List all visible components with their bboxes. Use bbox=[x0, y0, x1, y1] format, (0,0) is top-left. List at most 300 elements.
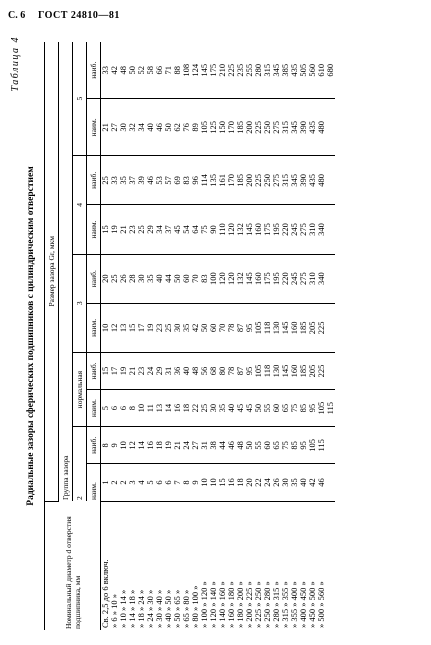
clearance-value-cell: 505 bbox=[299, 42, 308, 99]
clearance-value-cell: 315 bbox=[281, 156, 290, 205]
clearance-value-cell: 161 bbox=[218, 156, 227, 205]
group-header: Группа зазора bbox=[59, 42, 73, 501]
clearance-value-cell: 225 bbox=[254, 156, 263, 205]
clearance-value-cell: 26 bbox=[272, 464, 281, 501]
clearance-value-cell: 30 bbox=[209, 390, 218, 427]
clearance-value-cell: 6 bbox=[119, 390, 128, 427]
clearance-value-cell: 18 bbox=[236, 464, 245, 501]
clearance-value-cell: 40 bbox=[227, 390, 236, 427]
clearance-value-cell: 30 bbox=[173, 303, 182, 352]
clearance-value-cell: 435 bbox=[308, 156, 317, 205]
clearance-value-cell: 13 bbox=[119, 303, 128, 352]
clearance-value-cell: 315 bbox=[263, 42, 272, 99]
clearance-value-cell: 255 bbox=[245, 42, 254, 99]
clearance-value-cell: 25 bbox=[137, 205, 146, 254]
clearance-value-cell: 53 bbox=[155, 156, 164, 205]
clearance-value-cell: 480 bbox=[317, 156, 326, 205]
diameter-range-cell: » 250 » 280 » bbox=[262, 581, 272, 628]
clearance-value-cell: 15 bbox=[218, 464, 227, 501]
max-header: наиб. bbox=[87, 156, 101, 205]
clearance-value-cell: 310 bbox=[308, 205, 317, 254]
clearance-value-cell: 60 bbox=[263, 427, 272, 464]
diameter-range-cell: » 100 » 120 » bbox=[199, 581, 209, 628]
clearance-value-cell: 50 bbox=[173, 254, 182, 303]
clearance-value-cell: 16 bbox=[227, 464, 236, 501]
clearance-value-cell: 200 bbox=[245, 156, 254, 205]
clearance-value-cell: 76 bbox=[182, 99, 191, 156]
clearance-value-cell: 26 bbox=[119, 254, 128, 303]
clearance-value-cell: 145 bbox=[245, 205, 254, 254]
clearance-value-cell: 225 bbox=[317, 303, 326, 352]
clearance-value-cell: 35 bbox=[119, 156, 128, 205]
clearance-value-cell: 22 bbox=[191, 390, 200, 427]
clearance-value-cell: 29 bbox=[155, 352, 164, 389]
clearance-value-cell: 36 bbox=[173, 352, 182, 389]
clearance-value-cell bbox=[326, 156, 335, 205]
clearance-value-cell: 38 bbox=[209, 427, 218, 464]
clearance-value-cell: 21 bbox=[101, 99, 111, 156]
clearance-value-cell: 40 bbox=[182, 352, 191, 389]
clearance-value-cell: 20 bbox=[245, 464, 254, 501]
clearance-value-cell: 40 bbox=[155, 254, 164, 303]
clearance-value-cell: 6 bbox=[155, 464, 164, 501]
clearance-value-cell: 275 bbox=[272, 156, 281, 205]
page-header bbox=[8, 6, 423, 26]
min-header: наим. bbox=[87, 390, 101, 427]
clearance-value-cell bbox=[326, 205, 335, 254]
diameter-range-cell: » 30 » 40 » bbox=[154, 589, 164, 628]
max-header: наиб. bbox=[87, 42, 101, 99]
clearance-value-cell: 280 bbox=[254, 42, 263, 99]
group-2-header: 2 bbox=[73, 427, 87, 501]
diameter-range-cell: » 6 » 10 » bbox=[109, 594, 119, 628]
clearance-value-cell: 19 bbox=[119, 352, 128, 389]
clearance-value-cell: 118 bbox=[263, 303, 272, 352]
clearance-value-cell: 480 bbox=[317, 99, 326, 156]
clearance-value-cell: 75 bbox=[281, 427, 290, 464]
clearance-value-cell: 16 bbox=[146, 427, 155, 464]
clearance-value-cell: 160 bbox=[254, 254, 263, 303]
diameter-range-cell: » 120 » 140 » bbox=[208, 581, 218, 628]
clearance-value-cell: 33 bbox=[101, 42, 111, 99]
clearance-value-cell: 25 bbox=[200, 390, 209, 427]
clearance-value-cell: 10 bbox=[200, 464, 209, 501]
clearance-value-cell: 105 bbox=[254, 303, 263, 352]
min-header: наим. bbox=[87, 99, 101, 156]
clearance-value-cell: 21 bbox=[128, 352, 137, 389]
clearance-value-cell: 48 bbox=[119, 42, 128, 99]
diameter-range-cell: » 24 » 30 » bbox=[145, 589, 155, 628]
diameter-range-cell: » 50 » 65 » bbox=[172, 589, 182, 628]
diameter-range-cell: » 225 » 250 » bbox=[253, 581, 263, 628]
diameter-range-cell: » 14 » 18 » bbox=[127, 589, 137, 628]
clearance-value-cell: 46 bbox=[155, 99, 164, 156]
clearance-value-cell: 96 bbox=[191, 156, 200, 205]
group-3-header: 3 bbox=[73, 254, 87, 352]
clearance-value-cell: 275 bbox=[299, 254, 308, 303]
clearance-value-cell: 46 bbox=[227, 427, 236, 464]
rotated-table-page bbox=[8, 36, 423, 636]
clearance-value-cell: 235 bbox=[236, 42, 245, 99]
clearance-value-cell: 46 bbox=[146, 156, 155, 205]
clearance-value-cell: 68 bbox=[209, 352, 218, 389]
diameter-range-cell: » 200 » 225 » bbox=[244, 581, 254, 628]
clearance-value-cell: 60 bbox=[182, 254, 191, 303]
diameter-range-cell: Св. 2,5 до 6 включ. bbox=[100, 559, 110, 628]
clearance-value-cell: 24 bbox=[263, 464, 272, 501]
clearance-value-cell: 135 bbox=[209, 156, 218, 205]
clearance-value-cell: 69 bbox=[173, 156, 182, 205]
clearance-value-cell: 225 bbox=[317, 352, 326, 389]
clearance-value-cell: 185 bbox=[236, 156, 245, 205]
clearance-value-cell: 100 bbox=[209, 254, 218, 303]
clearance-value-cell: 185 bbox=[236, 99, 245, 156]
clearance-value-cell: 25 bbox=[164, 303, 173, 352]
clearance-value-cell: 11 bbox=[146, 390, 155, 427]
clearance-value-cell: 10 bbox=[119, 427, 128, 464]
clearance-value-cell: 132 bbox=[236, 205, 245, 254]
clearance-value-cell: 220 bbox=[281, 254, 290, 303]
clearance-value-cell: 170 bbox=[227, 156, 236, 205]
clearance-value-cell: 33 bbox=[110, 156, 119, 205]
clearance-value-cell: 23 bbox=[155, 303, 164, 352]
clearance-value-cell: 13 bbox=[155, 390, 164, 427]
clearance-value-cell: 46 bbox=[317, 464, 326, 501]
clearance-value-cell: 25 bbox=[110, 254, 119, 303]
clearance-header: Размер зазора Gr, мкм bbox=[45, 42, 59, 501]
clearance-value-cell: 48 bbox=[191, 352, 200, 389]
clearance-value-cell: 12 bbox=[110, 303, 119, 352]
clearance-value-cell: 390 bbox=[299, 156, 308, 205]
clearance-value-cell: 34 bbox=[137, 99, 146, 156]
clearance-value-cell: 680 bbox=[326, 42, 335, 99]
clearance-value-cell: 17 bbox=[137, 303, 146, 352]
group-normal-header: нормальная bbox=[73, 352, 87, 426]
clearance-value-cell: 560 bbox=[308, 42, 317, 99]
clearance-value-cell: 220 bbox=[281, 205, 290, 254]
clearance-value-cell: 205 bbox=[308, 303, 317, 352]
clearance-value-cell: 435 bbox=[290, 42, 299, 99]
diameter-range-cell: » 80 » 100 » bbox=[190, 585, 200, 628]
clearance-value-cell: 88 bbox=[173, 42, 182, 99]
clearance-value-cell: 108 bbox=[182, 42, 191, 99]
clearance-value-cell: 225 bbox=[254, 99, 263, 156]
clearance-value-cell: 80 bbox=[218, 352, 227, 389]
clearance-value-cell bbox=[326, 427, 335, 464]
clearance-value-cell: 19 bbox=[110, 205, 119, 254]
clearance-value-cell: 55 bbox=[254, 427, 263, 464]
clearance-value-cell: 30 bbox=[281, 464, 290, 501]
clearance-value-cell: 30 bbox=[119, 99, 128, 156]
clearance-value-cell: 145 bbox=[245, 254, 254, 303]
clearance-value-cell: 35 bbox=[218, 390, 227, 427]
clearance-value-cell: 27 bbox=[191, 427, 200, 464]
clearance-value-cell: 8 bbox=[128, 390, 137, 427]
clearance-value-cell: 64 bbox=[191, 205, 200, 254]
clearance-value-cell: 10 bbox=[101, 303, 111, 352]
clearance-value-cell: 10 bbox=[137, 390, 146, 427]
clearance-value-cell: 19 bbox=[164, 427, 173, 464]
clearance-value-cell: 35 bbox=[290, 464, 299, 501]
clearance-value-cell: 145 bbox=[281, 303, 290, 352]
clearance-value-cell: 40 bbox=[299, 464, 308, 501]
min-header: наим. bbox=[87, 464, 101, 501]
clearance-value-cell: 45 bbox=[245, 390, 254, 427]
clearance-value-cell: 87 bbox=[236, 303, 245, 352]
clearance-value-cell: 75 bbox=[200, 205, 209, 254]
clearance-value-cell: 50 bbox=[245, 427, 254, 464]
clearance-value-cell: 70 bbox=[191, 254, 200, 303]
clearance-value-cell: 114 bbox=[200, 156, 209, 205]
clearance-value-cell: 50 bbox=[254, 390, 263, 427]
page-number: С. 6 bbox=[8, 10, 26, 21]
clearance-value-cell: 29 bbox=[146, 205, 155, 254]
table-label: Таблица 4 bbox=[10, 36, 21, 92]
clearance-value-cell: 14 bbox=[137, 427, 146, 464]
clearance-value-cell: 125 bbox=[209, 99, 218, 156]
clearance-value-cell: 110 bbox=[218, 205, 227, 254]
clearance-value-cell: 24 bbox=[182, 427, 191, 464]
clearance-value-cell: 345 bbox=[272, 42, 281, 99]
clearance-value-cell: 9 bbox=[191, 464, 200, 501]
clearance-value-cell: 195 bbox=[272, 254, 281, 303]
diameter-header: Номинальный диаметр d отверстия подшипника, мм bbox=[45, 501, 101, 630]
diameter-range-cell: » 315 » 355 » bbox=[280, 581, 290, 628]
clearance-value-cell: 12 bbox=[128, 427, 137, 464]
diameter-range-cell bbox=[326, 501, 335, 630]
clearance-value-cell: 35 bbox=[182, 303, 191, 352]
clearance-value-cell: 250 bbox=[263, 156, 272, 205]
clearance-value-cell: 31 bbox=[200, 427, 209, 464]
clearance-value-cell: 4 bbox=[137, 464, 146, 501]
clearance-value-cell: 85 bbox=[299, 390, 308, 427]
clearance-value-cell: 37 bbox=[164, 205, 173, 254]
clearance-value-cell: 18 bbox=[182, 390, 191, 427]
clearance-value-cell: 275 bbox=[299, 205, 308, 254]
clearance-value-cell: 21 bbox=[119, 205, 128, 254]
clearance-value-cell: 340 bbox=[317, 205, 326, 254]
clearance-value-cell: 35 bbox=[146, 254, 155, 303]
clearance-value-cell: 185 bbox=[299, 352, 308, 389]
clearance-value-cell: 435 bbox=[308, 99, 317, 156]
clearance-value-cell: 27 bbox=[110, 99, 119, 156]
clearance-value-cell: 55 bbox=[263, 390, 272, 427]
clearance-value-cell: 14 bbox=[164, 390, 173, 427]
clearance-value-cell: 30 bbox=[137, 254, 146, 303]
clearance-value-cell: 70 bbox=[218, 303, 227, 352]
clearance-value-cell: 95 bbox=[245, 352, 254, 389]
clearance-value-cell: 16 bbox=[173, 390, 182, 427]
clearance-value-cell: 34 bbox=[155, 205, 164, 254]
max-header: наиб. bbox=[87, 254, 101, 303]
clearance-value-cell: 105 bbox=[254, 352, 263, 389]
clearance-value-cell: 195 bbox=[272, 205, 281, 254]
clearance-value-cell: 2 bbox=[119, 464, 128, 501]
clearance-value-cell: 37 bbox=[128, 156, 137, 205]
group-4-header: 4 bbox=[73, 156, 87, 254]
clearance-value-cell: 150 bbox=[218, 99, 227, 156]
clearance-value-cell: 390 bbox=[299, 99, 308, 156]
diameter-range-cell: » 65 » 80 » bbox=[181, 589, 191, 628]
clearance-value-cell: 205 bbox=[308, 352, 317, 389]
clearance-value-cell: 62 bbox=[173, 99, 182, 156]
clearance-value-cell: 310 bbox=[308, 254, 317, 303]
clearance-value-cell: 3 bbox=[128, 464, 137, 501]
clearance-value-cell: 145 bbox=[200, 42, 209, 99]
clearance-value-cell: 160 bbox=[290, 303, 299, 352]
clearance-value-cell: 71 bbox=[164, 42, 173, 99]
clearance-value-cell: 610 bbox=[317, 42, 326, 99]
clearance-value-cell: 10 bbox=[209, 464, 218, 501]
min-header: наим. bbox=[87, 303, 101, 352]
clearance-value-cell: 275 bbox=[272, 99, 281, 156]
clearance-value-cell: 105 bbox=[308, 427, 317, 464]
clearance-value-cell: 89 bbox=[191, 99, 200, 156]
clearance-value-cell: 83 bbox=[182, 156, 191, 205]
clearance-value-cell bbox=[326, 303, 335, 352]
clearance-value-cell: 31 bbox=[164, 352, 173, 389]
clearance-value-cell: 65 bbox=[272, 427, 281, 464]
clearance-value-cell: 160 bbox=[254, 205, 263, 254]
table-body bbox=[101, 42, 336, 630]
clearance-value-cell: 170 bbox=[227, 99, 236, 156]
clearance-value-cell: 60 bbox=[209, 303, 218, 352]
clearance-value-cell: 385 bbox=[281, 42, 290, 99]
clearance-value-cell: 175 bbox=[209, 42, 218, 99]
diameter-range-cell: » 180 » 200 » bbox=[235, 581, 245, 628]
clearance-value-cell: 340 bbox=[317, 254, 326, 303]
diameter-range-cell: » 160 » 180 » bbox=[226, 581, 236, 628]
clearance-value-cell: 54 bbox=[182, 205, 191, 254]
clearance-value-cell: 124 bbox=[191, 42, 200, 99]
clearance-value-cell: 78 bbox=[227, 303, 236, 352]
clearance-value-cell: 44 bbox=[218, 427, 227, 464]
clearance-value-cell: 8 bbox=[182, 464, 191, 501]
clearance-value-cell: 50 bbox=[128, 42, 137, 99]
clearance-value-cell: 24 bbox=[146, 352, 155, 389]
clearance-value-cell: 22 bbox=[254, 464, 263, 501]
diameter-range-cell: » 400 » 450 » bbox=[298, 581, 308, 628]
clearance-value-cell: 118 bbox=[263, 352, 272, 389]
clearance-value-cell: 175 bbox=[263, 205, 272, 254]
clearance-value-cell: 23 bbox=[137, 352, 146, 389]
clearance-value-cell: 115 bbox=[317, 427, 326, 464]
clearance-value-cell: 175 bbox=[263, 254, 272, 303]
clearance-value-cell bbox=[326, 464, 335, 501]
table-row bbox=[317, 42, 326, 630]
clearance-value-cell: 345 bbox=[290, 99, 299, 156]
clearance-value-cell: 78 bbox=[227, 352, 236, 389]
diameter-range-cell: » 450 » 500 » bbox=[307, 581, 317, 628]
clearance-value-cell: 57 bbox=[164, 156, 173, 205]
clearance-value-cell: 6 bbox=[110, 390, 119, 427]
clearance-value-cell: 15 bbox=[101, 352, 111, 389]
clearance-value-cell: 87 bbox=[236, 352, 245, 389]
clearance-value-cell: 40 bbox=[146, 99, 155, 156]
clearance-value-cell: 6 bbox=[164, 464, 173, 501]
clearance-value-cell: 32 bbox=[128, 99, 137, 156]
clearance-value-cell: 5 bbox=[146, 464, 155, 501]
clearance-value-cell: 19 bbox=[146, 303, 155, 352]
clearance-value-cell: 52 bbox=[137, 42, 146, 99]
clearance-value-cell: 130 bbox=[272, 352, 281, 389]
clearance-value-cell: 85 bbox=[290, 427, 299, 464]
clearance-value-cell: 210 bbox=[218, 42, 227, 99]
clearance-value-cell: 105 bbox=[317, 390, 326, 427]
clearance-value-cell: 245 bbox=[290, 254, 299, 303]
clearance-value-cell bbox=[326, 99, 335, 156]
clearance-value-cell: 17 bbox=[110, 352, 119, 389]
clearance-value-cell: 18 bbox=[155, 427, 164, 464]
clearance-value-cell: 60 bbox=[272, 390, 281, 427]
clearance-value-cell: 245 bbox=[290, 205, 299, 254]
clearance-value-cell: 66 bbox=[155, 42, 164, 99]
diameter-range-cell: » 355 » 400 » bbox=[289, 581, 299, 628]
clearance-value-cell: 20 bbox=[101, 254, 111, 303]
clearance-value-cell bbox=[326, 254, 335, 303]
clearance-value-cell: 225 bbox=[227, 42, 236, 99]
clearance-value-cell bbox=[326, 352, 335, 389]
clearance-value-cell: 95 bbox=[308, 390, 317, 427]
clearance-value-cell: 250 bbox=[263, 99, 272, 156]
clearance-value-cell: 130 bbox=[272, 303, 281, 352]
clearance-value-cell: 1 bbox=[101, 464, 111, 501]
clearance-value-cell: 58 bbox=[146, 42, 155, 99]
diameter-range-cell: » 140 » 160 » bbox=[217, 581, 227, 628]
clearance-value-cell: 23 bbox=[128, 205, 137, 254]
clearance-value-cell: 50 bbox=[164, 99, 173, 156]
clearance-value-cell: 48 bbox=[236, 427, 245, 464]
clearance-value-cell: 42 bbox=[308, 464, 317, 501]
clearance-value-cell: 39 bbox=[137, 156, 146, 205]
clearance-value-cell: 7 bbox=[173, 464, 182, 501]
clearance-value-cell: 15 bbox=[128, 303, 137, 352]
clearance-value-cell: 15 bbox=[101, 205, 111, 254]
clearance-value-cell: 120 bbox=[227, 205, 236, 254]
clearance-value-cell: 315 bbox=[281, 99, 290, 156]
clearance-value-cell: 145 bbox=[281, 352, 290, 389]
max-header: наиб. bbox=[87, 352, 101, 389]
diameter-range-cell: » 280 » 315 » bbox=[271, 581, 281, 628]
clearance-value-cell: 120 bbox=[227, 254, 236, 303]
standard-id: ГОСТ 24810—81 bbox=[38, 10, 120, 21]
clearance-value-cell: 160 bbox=[290, 352, 299, 389]
table-title: Радиальные зазоры сферических подшипников с цилиндрическим отверстием bbox=[26, 166, 36, 506]
clearance-value-cell: 21 bbox=[173, 427, 182, 464]
diameter-range-cell: » 40 » 50 » bbox=[163, 589, 173, 628]
clearance-value-cell: 9 bbox=[110, 427, 119, 464]
diameter-range-cell: » 500 » 560 » bbox=[316, 581, 326, 628]
clearance-value-cell: 75 bbox=[290, 390, 299, 427]
clearance-table bbox=[44, 42, 335, 630]
clearance-value-cell: 345 bbox=[290, 156, 299, 205]
table-row bbox=[326, 42, 335, 630]
clearance-value-cell: 2 bbox=[110, 464, 119, 501]
clearance-value-cell: 5 bbox=[101, 390, 111, 427]
max-header: наиб. bbox=[87, 427, 101, 464]
clearance-value-cell: 50 bbox=[200, 303, 209, 352]
clearance-value-cell: 42 bbox=[110, 42, 119, 99]
clearance-value-cell: 185 bbox=[299, 303, 308, 352]
clearance-value-cell: 28 bbox=[128, 254, 137, 303]
group-5-header: 5 bbox=[73, 42, 87, 156]
diameter-range-cell: » 10 » 14 » bbox=[118, 589, 128, 628]
clearance-value-cell: 25 bbox=[101, 156, 111, 205]
clearance-value-cell: 132 bbox=[236, 254, 245, 303]
clearance-value-cell: 45 bbox=[236, 390, 245, 427]
clearance-value-cell: 200 bbox=[245, 99, 254, 156]
clearance-value-cell: 56 bbox=[200, 352, 209, 389]
